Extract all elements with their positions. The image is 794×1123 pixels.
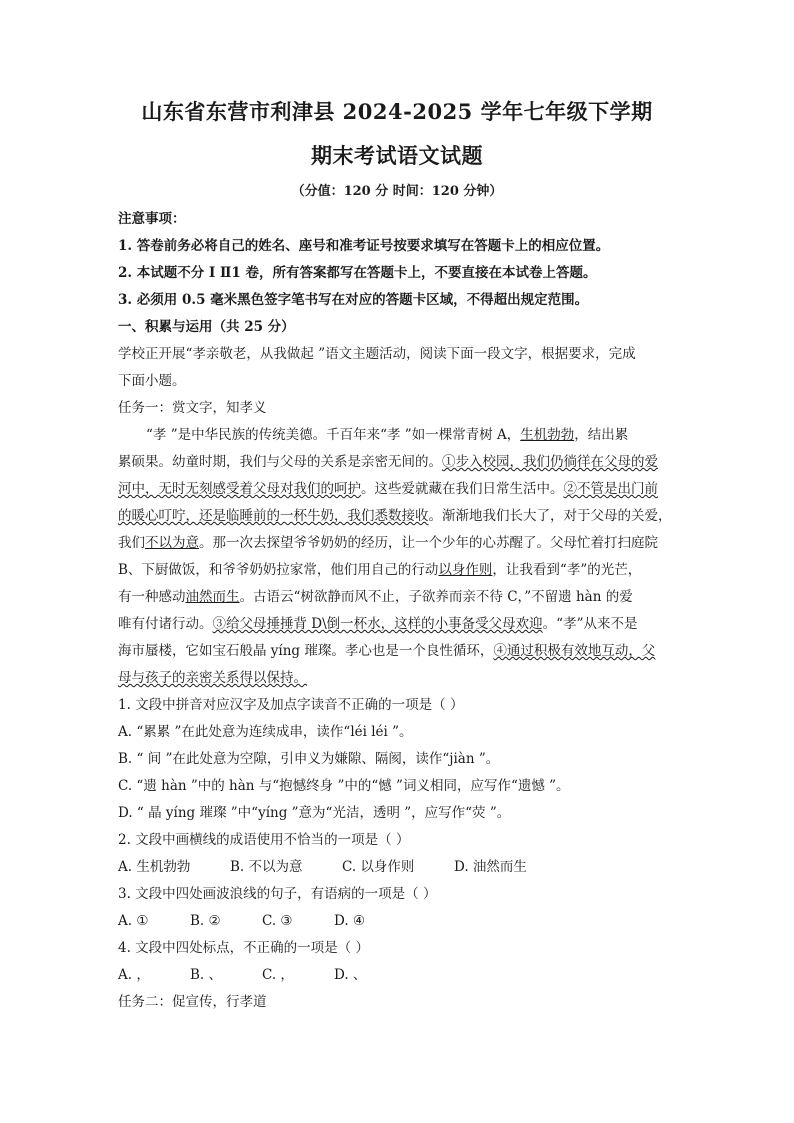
passage-line <box>118 665 684 692</box>
passage-line: 有一种感动油然而生。古语云“树欲静而风不止，子欲养而亲不待 C，”不留遗 hàn 的爱 <box>118 589 633 605</box>
task-heading: 任务二：促宣传，行孝道 <box>118 994 267 1010</box>
underlined-idiom: 不以为意 <box>145 535 199 551</box>
exam-title-line1: 山东省东营市利津县 2024-2025 学年七年级下学期 <box>141 99 653 124</box>
option: A. 生机勃勃 <box>118 859 191 875</box>
section-heading: 一、积累与运用（共 25 分） <box>118 319 295 335</box>
section-intro-line: 学校正开展“孝亲敬老，从我做起 ”语文主题活动，阅读下面一段文字，根据要求，完成 <box>118 346 636 362</box>
exam-body <box>118 206 684 1016</box>
passage-line: 海市蜃楼，它如宝石般晶 yíng 璀璨。孝心也是一个良性循环，④通过积极有效地互动，父 <box>118 643 656 659</box>
option: A. ① <box>118 913 149 929</box>
option: C. ， <box>262 967 294 983</box>
wavy-sentence: ④通过积极有效地互动，父 <box>493 643 656 659</box>
underlined-idiom: 以身作则 <box>438 562 493 578</box>
option: B. ② <box>190 913 221 929</box>
options-row <box>118 962 684 989</box>
passage-line: 累硕果。幼童时期，我们与父母的关系是亲密无间的。①步入校园，我们仍徜徉在父母的爱 <box>118 454 658 470</box>
notice-item: 1. 答卷前务必将自己的姓名、座号和准考证号按要求填写在答题卡上的相应位置。 <box>118 238 610 254</box>
score-time-info: （分值：120 分 时间：120 分钟） <box>291 184 503 199</box>
option: C. 以身作则 <box>342 859 415 875</box>
section-intro-line: 下面小题。 <box>118 373 186 389</box>
option-line: B. “ 间 ”在此处意为空隙，引申义为嫌隙、隔阂，读作“jiàn ”。 <box>118 751 500 767</box>
passage-line: 唯有付诸行动。③给父母捶捶背 D\倒一杯水，这样的小事备受父母欢迎。“孝”从来不是 <box>118 616 638 632</box>
options-row <box>118 854 684 881</box>
option: B. 、 <box>190 967 223 983</box>
task-heading: 任务一：赏文字，知孝义 <box>118 400 267 416</box>
wavy-sentence: ③给父母捶捶背 D\倒一杯水，这样的小事备受父母欢迎 <box>212 616 543 632</box>
passage-line: 河中，无时无刻感受着父母对我们的呵护。这些爱就藏在我们日常生活中。②不管是出门前 <box>118 481 658 497</box>
wavy-sentence: 河中，无时无刻感受着父母对我们的呵护 <box>118 481 361 497</box>
option: C. ③ <box>262 913 293 929</box>
passage-line: “孝 ”是中华民族的传统美德。千百年来“孝 ”如一棵常青树 A，生机勃勃，结出累 <box>146 427 629 443</box>
notice-heading: 注意事项： <box>118 211 186 227</box>
option-line: A. “累累 ”在此处意为连续成串，读作“léi léi ”。 <box>118 724 413 740</box>
option: B. 不以为意 <box>230 859 303 875</box>
option: D. 油然而生 <box>454 859 527 875</box>
option: D. 、 <box>334 967 367 983</box>
option: D. ④ <box>334 913 366 929</box>
wavy-sentence: 母与孩子的亲密关系得以保持。 <box>118 670 307 686</box>
underlined-idiom: 油然而生 <box>185 589 240 605</box>
passage-line: B、下厨做饭，和爷爷奶奶拉家常，他们用自己的行动以身作则，让我看到“孝”的光芒， <box>118 562 642 578</box>
notice-item: 3. 必须用 0.5 毫米黑色签字笔书写在对应的答题卡区域，不得超出规定范围。 <box>118 292 589 308</box>
wavy-sentence: 的暖心叮咛，还是临睡前的一杯牛奶，我们悉数接收 <box>118 508 429 524</box>
underlined-idiom: 生机勃勃 <box>520 427 575 443</box>
question-1: 1. 文段中拼音对应汉字及加点字读音不正确的一项是（ ） <box>118 697 464 713</box>
option: A. ， <box>118 967 150 983</box>
question-4: 4. 文段中四处标点，不正确的一项是（ ） <box>118 940 369 956</box>
question-2: 2. 文段中画横线的成语使用不恰当的一项是（ ） <box>118 832 410 848</box>
wavy-sentence: ②不管是出门前 <box>563 481 658 497</box>
options-row <box>118 908 684 935</box>
passage-line: 的暖心叮咛，还是临睡前的一杯牛奶，我们悉数接收。渐渐地我们长大了，对于父母的关爱， <box>118 508 672 524</box>
exam-title-line2: 期末考试语文试题 <box>311 143 483 168</box>
wavy-sentence: ①步入校园，我们仍徜徉在父母的爱 <box>442 454 658 470</box>
question-3: 3. 文段中四处画波浪线的句子，有语病的一项是（ ） <box>118 886 437 902</box>
passage-line: 我们不以为意。那一次去探望爷爷奶奶的经历，让一个少年的心苏醒了。父母忙着打扫庭院 <box>118 535 658 551</box>
option-line: D. “ 晶 yíng 璀璨 ”中“yíng ”意为“光洁，透明 ”，应写作“荧 ”。 <box>118 805 511 821</box>
notice-item: 2. 本试题不分 Ⅰ Ⅱ1 卷，所有答案都写在答题卡上，不要直接在本试卷上答题。 <box>118 265 597 281</box>
option-line: C. “遗 hàn ”中的 hàn 与“抱憾终身 ”中的“憾 ”词义相同，应写作“遗憾 ”。 <box>118 778 570 794</box>
